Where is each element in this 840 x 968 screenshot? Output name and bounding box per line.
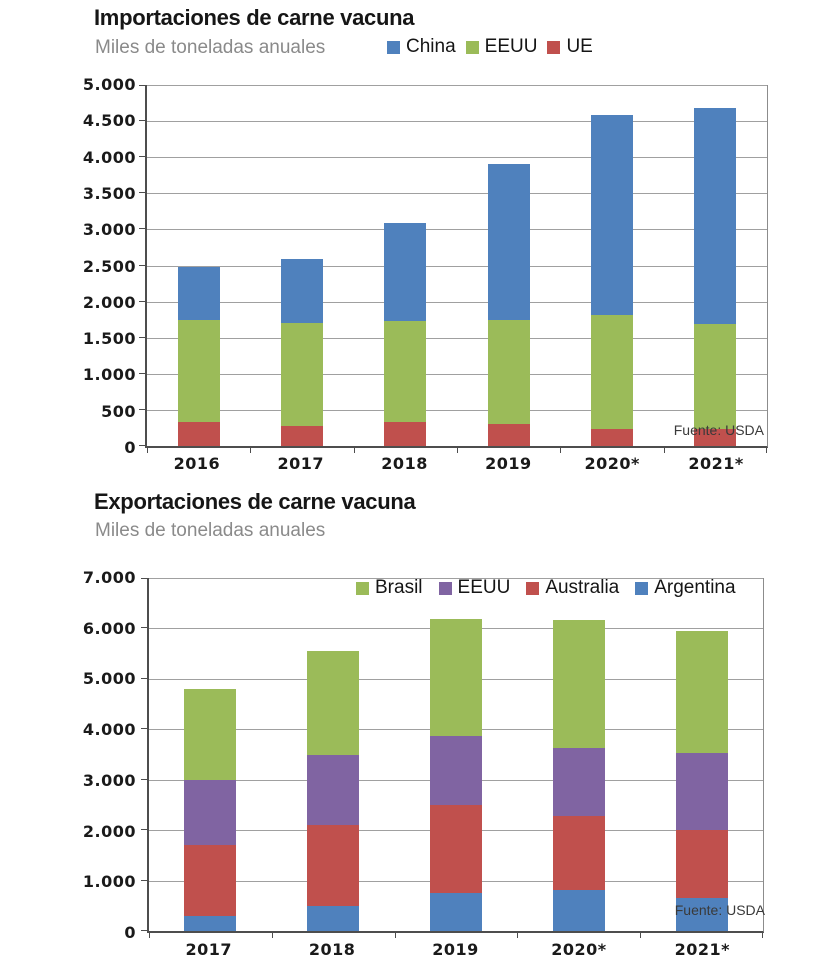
y-axis-tick-mark: [139, 192, 147, 193]
legend-item: [356, 577, 423, 599]
x-axis-tick-mark: [272, 933, 273, 938]
imports-chart-subtitle: Miles de toneladas anuales: [95, 37, 326, 58]
legend-label: EEUU: [457, 577, 511, 598]
y-axis-tick-mark: [139, 85, 147, 86]
x-axis-tick-mark: [149, 933, 150, 938]
bar-segment-china: [591, 115, 633, 315]
y-axis-label: 4.000: [82, 720, 136, 740]
y-axis-label: 3.000: [82, 220, 136, 240]
x-axis-tick-mark: [457, 448, 458, 453]
bar-segment-china: [178, 267, 220, 320]
x-axis-label: 2021*: [688, 454, 744, 473]
bar-segment-eeuu: [676, 753, 728, 830]
legend-swatch: [356, 582, 369, 595]
legend-swatch: [547, 41, 560, 54]
legend-item: [635, 577, 735, 599]
bar-segment-argentina: [430, 893, 482, 931]
x-axis-label: 2017: [277, 454, 324, 473]
x-axis-label: 2020*: [551, 940, 607, 959]
x-axis-label: 2018: [308, 940, 356, 959]
y-axis-tick-mark: [139, 373, 147, 374]
y-axis-tick-mark: [139, 265, 147, 266]
exports-chart-legend: [356, 577, 736, 599]
exports-plot-area: [147, 578, 764, 933]
y-axis-label: 2.000: [82, 821, 136, 841]
x-axis-tick-mark: [395, 933, 396, 938]
bar-segment-eeuu: [184, 780, 236, 846]
y-axis-tick-mark: [141, 779, 149, 780]
bar-segment-ue: [281, 426, 323, 446]
imports-y-axis-labels: [48, 75, 136, 457]
x-axis-tick-mark: [517, 933, 518, 938]
y-axis-tick-mark: [141, 678, 149, 679]
legend-item: [547, 36, 592, 58]
y-axis-label: 4.000: [82, 147, 136, 167]
bar-segment-china: [694, 108, 736, 324]
y-axis-label: 0: [124, 923, 136, 942]
legend-item: [526, 577, 619, 599]
stacked-bar: [676, 631, 728, 931]
exports-chart-title: Exportaciones de carne vacuna: [94, 489, 416, 514]
y-axis-tick-mark: [141, 627, 149, 628]
y-axis-tick-mark: [139, 337, 147, 338]
y-axis-label: 5.000: [82, 669, 136, 689]
legend-label: Australia: [545, 577, 620, 598]
x-axis-label: 2021*: [674, 940, 731, 959]
stacked-bar: [178, 267, 220, 446]
legend-label: EEUU: [484, 36, 538, 57]
bar-segment-eeuu: [281, 323, 323, 426]
y-axis-tick-mark: [139, 409, 147, 410]
bar-segment-australia: [676, 830, 728, 898]
x-axis-label: 2020*: [584, 454, 640, 473]
bar-segment-eeuu: [307, 755, 359, 826]
x-axis-tick-mark: [766, 448, 767, 453]
stacked-bar: [281, 259, 323, 446]
imports-plot-area: [145, 85, 768, 448]
bar-segment-eeuu: [591, 315, 633, 429]
y-axis-label: 2.000: [82, 292, 136, 312]
grid-line: [147, 266, 767, 267]
grid-line: [147, 157, 767, 158]
y-axis-label: 1.500: [82, 329, 136, 349]
legend-swatch: [439, 582, 452, 595]
y-axis-label: 0: [124, 438, 136, 457]
stacked-bar: [184, 689, 236, 931]
exports-x-axis-labels: [147, 940, 764, 959]
grid-line: [147, 410, 767, 411]
bar-segment-ue: [591, 429, 633, 446]
y-axis-tick-mark: [139, 445, 147, 446]
bar-segment-eeuu: [488, 320, 530, 424]
legend-swatch: [466, 41, 479, 54]
legend-swatch: [526, 582, 539, 595]
grid-line: [147, 374, 767, 375]
x-axis-label: 2016: [173, 454, 221, 473]
grid-line: [147, 302, 767, 303]
stacked-bar: [488, 164, 530, 446]
imports-x-axis-labels: [145, 454, 768, 473]
y-axis-label: 500: [101, 401, 136, 421]
x-axis-tick-mark: [762, 933, 763, 938]
imports-chart-legend: [387, 36, 593, 58]
legend-swatch: [387, 41, 400, 54]
y-axis-label: 1.000: [82, 872, 136, 892]
x-axis-tick-mark: [354, 448, 355, 453]
grid-line: [147, 229, 767, 230]
y-axis-tick-mark: [141, 880, 149, 881]
bar-segment-australia: [307, 825, 359, 906]
imports-chart-title: Importaciones de carne vacuna: [94, 5, 415, 30]
stacked-bar: [591, 115, 633, 446]
x-axis-label: 2019: [485, 454, 532, 473]
legend-item: [387, 36, 456, 58]
bar-segment-china: [488, 164, 530, 320]
bar-segment-brasil: [307, 651, 359, 754]
bar-segment-brasil: [430, 619, 482, 736]
bar-segment-brasil: [553, 620, 605, 749]
x-axis-tick-mark: [560, 448, 561, 453]
y-axis-label: 3.500: [82, 183, 136, 203]
y-axis-tick-mark: [141, 728, 149, 729]
grid-line: [147, 121, 767, 122]
bar-segment-eeuu: [694, 324, 736, 429]
y-axis-label: 6.000: [82, 618, 136, 638]
imports-source-label: Fuente: USDA: [673, 422, 764, 438]
stacked-bar: [384, 223, 426, 446]
y-axis-label: 1.000: [82, 365, 136, 385]
bar-segment-china: [384, 223, 426, 321]
bar-segment-ue: [384, 422, 426, 447]
y-axis-tick-mark: [139, 301, 147, 302]
bar-segment-china: [281, 259, 323, 323]
stacked-bar: [694, 108, 736, 446]
legend-swatch: [635, 582, 648, 595]
bar-segment-brasil: [184, 689, 236, 780]
y-axis-tick-mark: [139, 120, 147, 121]
exports-y-axis-labels: [48, 568, 136, 942]
legend-item: [466, 36, 538, 58]
y-axis-label: 7.000: [82, 568, 136, 587]
legend-label: Argentina: [654, 577, 736, 598]
y-axis-tick-mark: [139, 156, 147, 157]
bar-segment-ue: [178, 422, 220, 447]
grid-line: [147, 193, 767, 194]
bar-segment-eeuu: [553, 748, 605, 815]
bar-segment-argentina: [307, 906, 359, 931]
y-axis-label: 3.000: [82, 770, 136, 790]
bar-segment-eeuu: [178, 320, 220, 422]
y-axis-tick-mark: [141, 930, 149, 931]
bar-segment-brasil: [676, 631, 728, 753]
bar-segment-eeuu: [430, 736, 482, 805]
exports-source-label: Fuente: USDA: [674, 902, 765, 918]
y-axis-tick-mark: [141, 829, 149, 830]
x-axis-label: 2017: [185, 940, 232, 959]
bar-segment-australia: [184, 845, 236, 916]
exports-chart-subtitle: Miles de toneladas anuales: [95, 520, 326, 541]
legend-label: UE: [566, 36, 593, 57]
legend-label: China: [406, 36, 456, 57]
x-axis-tick-mark: [147, 448, 148, 453]
legend-label: Brasil: [375, 577, 423, 598]
x-axis-tick-mark: [250, 448, 251, 453]
stacked-bar: [430, 619, 482, 931]
bar-segment-eeuu: [384, 321, 426, 421]
bar-segment-argentina: [184, 916, 236, 931]
y-axis-tick-mark: [139, 228, 147, 229]
y-axis-label: 2.500: [82, 256, 136, 276]
y-axis-tick-mark: [141, 578, 149, 579]
stacked-bar: [553, 620, 605, 931]
bar-segment-ue: [488, 424, 530, 446]
bar-segment-australia: [430, 805, 482, 893]
y-axis-label: 5.000: [82, 75, 136, 94]
y-axis-label: 4.500: [82, 111, 136, 131]
x-axis-tick-mark: [664, 448, 665, 453]
x-axis-tick-mark: [640, 933, 641, 938]
bar-segment-argentina: [553, 890, 605, 931]
legend-item: [439, 577, 511, 599]
bar-segment-australia: [553, 816, 605, 890]
grid-line: [147, 85, 767, 86]
x-axis-label: 2019: [432, 940, 479, 959]
stacked-bar: [307, 651, 359, 931]
x-axis-label: 2018: [381, 454, 428, 473]
grid-line: [147, 338, 767, 339]
